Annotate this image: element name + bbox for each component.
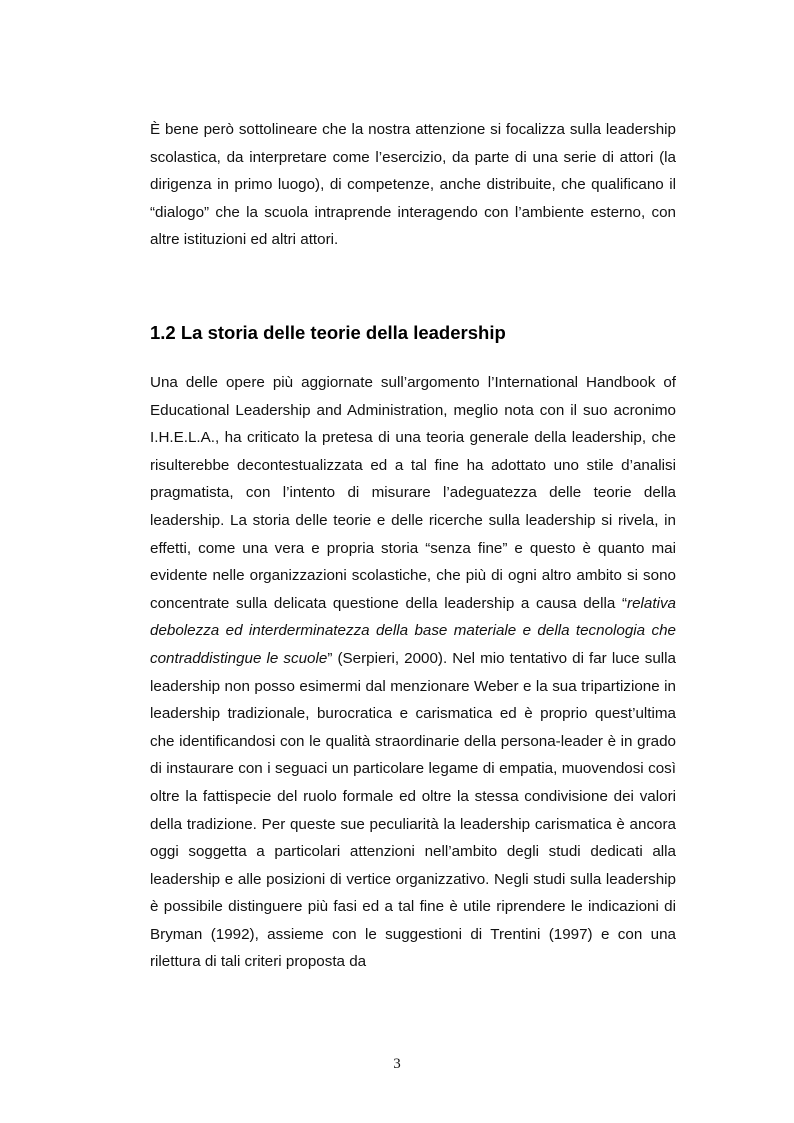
section-heading: 1.2 La storia delle teorie della leadership <box>150 322 506 343</box>
intro-paragraph: È bene però sottolineare che la nostra attenzione si focalizza sulla leadership scolastica, da interpretare come l’esercizio, da parte di una serie di attori (la dirigenza in primo luogo), di competenze, anche distribuite, che qualificano il “dialogo” che la scuola intraprende interagendo con l’ambiente esterno, con altre istituzioni ed altri attori. <box>150 121 676 249</box>
body-text-part-1: Una delle opere più aggiornate sull’argomento l’International Handbook of Educational Leadership and Administration, meglio nota con il suo acronimo I.H.E.L.A., ha criticato la pretesa di una teoria generale della leadership, che risulterebbe decontestualizzata ed a tal fine ha adottato uno stile d’analisi pragmatista, con l’intento di misurare l’adeguatezza delle teorie della leadership. La storia delle teorie e delle ricerche sulla leadership si rivela, in effetti, come una vera e propria storia “senza fine” e questo è quanto mai evidente nelle organizzazioni scolastiche, che più di ogni altro ambito si sono concentrate sulla delicata questione della leadership a causa della “ <box>150 374 676 612</box>
page-number: 3 <box>393 1056 401 1072</box>
body-text-part-2: ” (Serpieri, 2000). Nel mio tentativo di far luce sulla leadership non posso esimermi dal menzionare Weber e la sua tripartizione in leadership tradizionale, burocratica e carismatica ed è proprio quest’ultima che identificandosi con le qualità straordinarie della persona-leader è in grado di instaurare con i seguaci un particolare legame di empatia, muovendosi così oltre la fattispecie del ruolo formale ed oltre la stessa condivisione dei valori della tradizione. Per queste sue peculiarità la leadership carismatica è ancora oggi soggetta a particolari attenzioni nell’ambito degli studi dedicati alla leadership e alle posizioni di vertice organizzativo. Negli studi sulla leadership è possibile distinguere più fasi ed a tal fine è utile riprendere le indicazioni di Bryman (1992), assieme con le suggestioni di Trentini (1997) e con una rilettura di tali criteri proposta da <box>150 649 676 971</box>
quoted-text: relativa debolezza ed interderminatezza della base materiale e della tecnologia che contraddistingue le scuole <box>150 594 676 667</box>
body-paragraph <box>150 369 676 976</box>
